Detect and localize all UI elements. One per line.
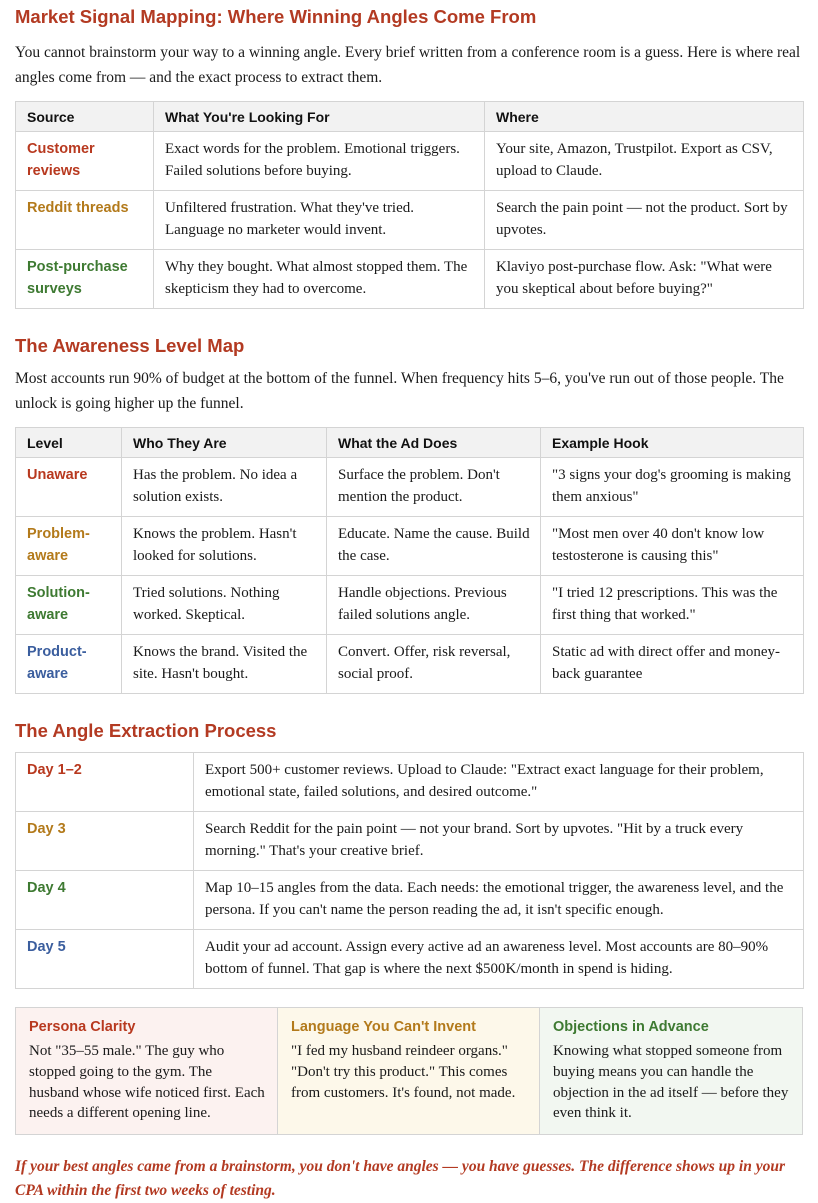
language-callout — [278, 1008, 540, 1134]
source-label: Reddit threads — [16, 191, 154, 250]
closing-statement: If your best angles came from a brainstorm, you don't have angles — you have guesses. The difference shows up in your CPA within the first two weeks of testing. — [15, 1158, 786, 1199]
table-row — [16, 517, 804, 576]
table-row — [16, 458, 804, 517]
callout-body: Not "35–55 male." The guy who stopped going to the gym. The husband whose wife noticed first. Each needs a different opening line. — [29, 1043, 265, 1122]
level-label: Product-aware — [16, 635, 122, 694]
source-label: Customer reviews — [16, 132, 154, 191]
table-row — [16, 930, 804, 989]
looking-for-cell: Exact words for the problem. Emotional triggers. Failed solutions before buying. — [154, 132, 485, 191]
table-row — [16, 753, 804, 812]
day-label: Day 4 — [16, 871, 194, 930]
column-header: Where — [485, 102, 804, 132]
who-cell: Knows the brand. Visited the site. Hasn't bought. — [122, 635, 327, 694]
day-label: Day 1–2 — [16, 753, 194, 812]
level-label: Problem-aware — [16, 517, 122, 576]
table-row — [16, 812, 804, 871]
level-label: Solution-aware — [16, 576, 122, 635]
day-label: Day 3 — [16, 812, 194, 871]
callout-row — [15, 1007, 803, 1135]
table-row — [16, 576, 804, 635]
column-header: What You're Looking For — [154, 102, 485, 132]
step-description: Export 500+ customer reviews. Upload to Claude: "Extract exact language for their problem, emotional state, failed solutions, and desired outcome." — [194, 753, 804, 812]
market-signal-table — [15, 101, 804, 309]
who-cell: Tried solutions. Nothing worked. Skeptical. — [122, 576, 327, 635]
column-header: Who They Are — [122, 428, 327, 458]
extraction-process-title: The Angle Extraction Process — [15, 720, 277, 741]
callout-title: Persona Clarity — [29, 1019, 136, 1035]
who-cell: Knows the problem. Hasn't looked for solutions. — [122, 517, 327, 576]
column-header: Level — [16, 428, 122, 458]
awareness-level-table — [15, 427, 804, 694]
table-row — [16, 132, 804, 191]
where-cell: Klaviyo post-purchase flow. Ask: "What were you skeptical about before buying?" — [485, 250, 804, 309]
persona-clarity-callout — [16, 1008, 278, 1134]
ad-does-cell: Handle objections. Previous failed solutions angle. — [327, 576, 541, 635]
callout-title: Objections in Advance — [553, 1019, 709, 1035]
extraction-process-table — [15, 752, 804, 989]
column-header: What the Ad Does — [327, 428, 541, 458]
source-label: Post-purchase surveys — [16, 250, 154, 309]
callout-body: Knowing what stopped someone from buying means you can handle the objection in the ad itself — before they even think it. — [553, 1043, 789, 1122]
step-description: Audit your ad account. Assign every active ad an awareness level. Most accounts are 80–90% bottom of funnel. That gap is where the next $500K/month in spend is hiding. — [194, 930, 804, 989]
ad-does-cell: Surface the problem. Don't mention the product. — [327, 458, 541, 517]
market-signal-title: Market Signal Mapping: Where Winning Angles Come From — [15, 6, 537, 27]
table-row — [16, 871, 804, 930]
hook-cell: Static ad with direct offer and money-back guarantee — [541, 635, 804, 694]
looking-for-cell: Why they bought. What almost stopped them. The skepticism they had to overcome. — [154, 250, 485, 309]
table-header-row — [16, 428, 804, 458]
where-cell: Search the pain point — not the product. Sort by upvotes. — [485, 191, 804, 250]
step-description: Map 10–15 angles from the data. Each needs: the emotional trigger, the awareness level, and the persona. If you can't name the person reading the ad, it isn't specific enough. — [194, 871, 804, 930]
who-cell: Has the problem. No idea a solution exists. — [122, 458, 327, 517]
objections-callout — [540, 1008, 802, 1134]
column-header: Example Hook — [541, 428, 804, 458]
hook-cell: "I tried 12 prescriptions. This was the first thing that worked." — [541, 576, 804, 635]
day-label: Day 5 — [16, 930, 194, 989]
hook-cell: "Most men over 40 don't know low testosterone is causing this" — [541, 517, 804, 576]
where-cell: Your site, Amazon, Trustpilot. Export as CSV, upload to Claude. — [485, 132, 804, 191]
awareness-map-title: The Awareness Level Map — [15, 335, 245, 356]
looking-for-cell: Unfiltered frustration. What they've tried. Language no marketer would invent. — [154, 191, 485, 250]
column-header: Source — [16, 102, 154, 132]
ad-does-cell: Convert. Offer, risk reversal, social proof. — [327, 635, 541, 694]
callout-body: "I fed my husband reindeer organs." "Don't try this product." This comes from customers. It's found, not made. — [291, 1043, 516, 1101]
market-signal-intro: You cannot brainstorm your way to a winning angle. Every brief written from a conference room is a guess. Here is where real angles come from — and the exact process to extract them. — [15, 44, 801, 86]
table-row — [16, 635, 804, 694]
ad-does-cell: Educate. Name the cause. Build the case. — [327, 517, 541, 576]
hook-cell: "3 signs your dog's grooming is making them anxious" — [541, 458, 804, 517]
table-row — [16, 250, 804, 309]
awareness-map-intro: Most accounts run 90% of budget at the bottom of the funnel. When frequency hits 5–6, you've run out of those people. The unlock is going higher up the funnel. — [15, 370, 784, 412]
level-label: Unaware — [16, 458, 122, 517]
callout-title: Language You Can't Invent — [291, 1019, 476, 1035]
table-header-row — [16, 102, 804, 132]
table-row — [16, 191, 804, 250]
step-description: Search Reddit for the pain point — not your brand. Sort by upvotes. "Hit by a truck every morning." That's your creative brief. — [194, 812, 804, 871]
